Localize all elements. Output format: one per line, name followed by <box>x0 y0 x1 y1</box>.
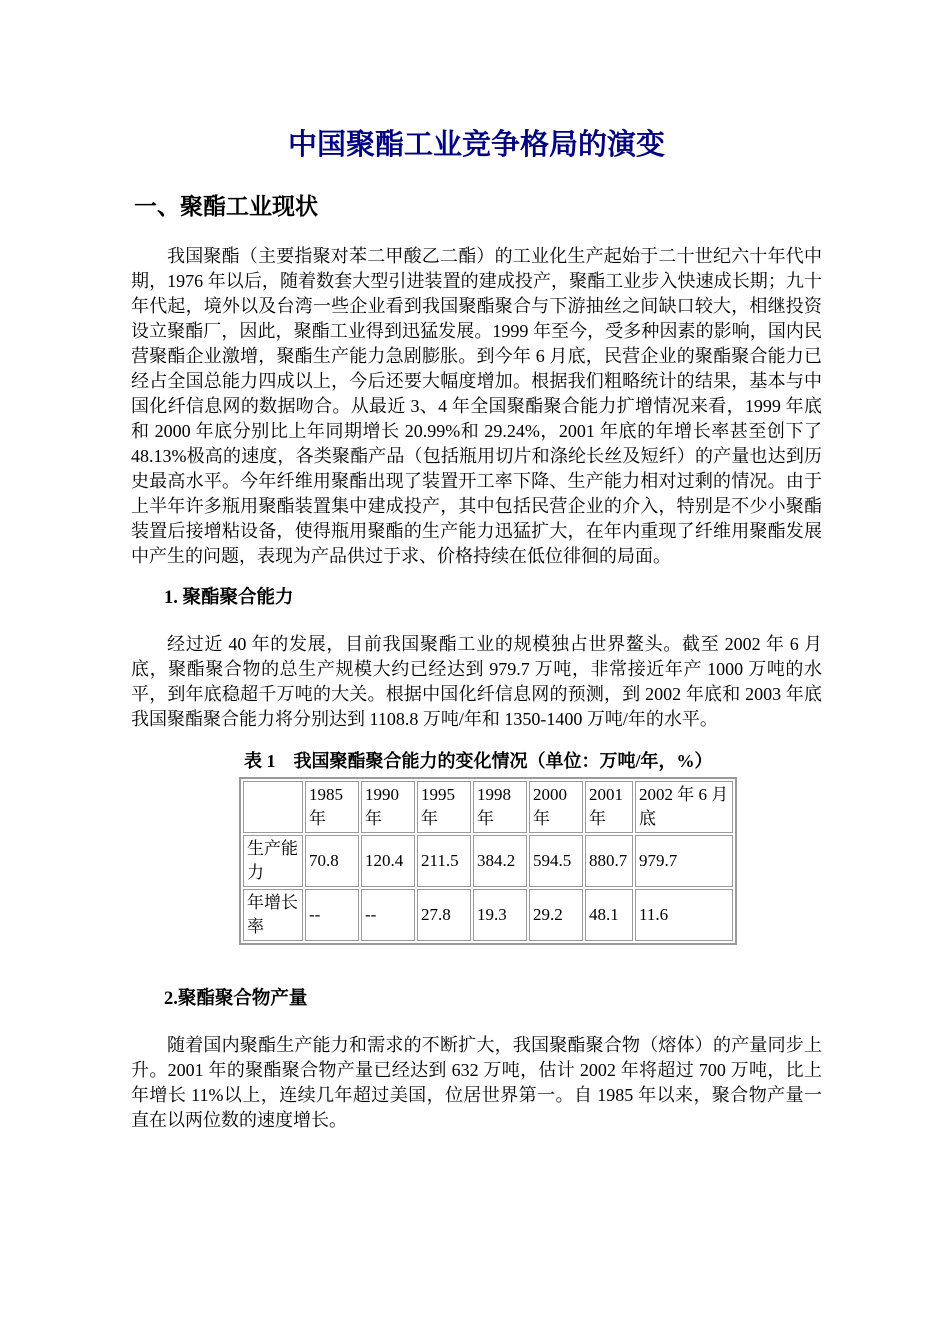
table-cell: 880.7 <box>585 835 633 887</box>
table-1-header-cell-1985: 1985 年 <box>305 781 359 833</box>
table-cell: 979.7 <box>635 835 733 887</box>
table-1-header-cell-1995: 1995 年 <box>417 781 471 833</box>
table-cell: 48.1 <box>585 889 633 941</box>
section-1-intro-paragraph: 我国聚酯（主要指聚对苯二甲酸乙二酯）的工业化生产起始于二十世纪六十年代中期，1976 年以后，随着数套大型引进装置的建成投产，聚酯工业步入快速成长期；九十年代起，境外以及台湾一些企业看到我国聚酯聚合与下游抽丝之间缺口较大，相继投资设立聚酯厂，因此，聚酯工业得到迅猛发展。1999 年至今，受多种因素的影响，国内民营聚酯企业激增，聚酯生产能力急剧膨胀。到今年 6 月底，民营企业的聚酯聚合能力已经占全国总能力四成以上，今后还要大幅度增加。根据我们粗略统计的结果，基本与中国化纤信息网的数据吻合。从最近 3、4 年全国聚酯聚合能力扩增情况来看，1999 年底和 2000 年底分别比上年同期增长 20.99%和 29.24%，2001 年底的年增长率甚至创下了 48.13%极高的速度，各类聚酯产品（包括瓶用切片和涤纶长丝及短纤）的产量也达到历史最高水平。今年纤维用聚酯出现了装置开工率下降、生产能力相对过剩的情况。由于上半年许多瓶用聚酯装置集中建成投产，其中包括民营企业的介入，特别是不少小聚酯装置后接增粘设备，使得瓶用聚酯的生产能力迅猛扩大，在年内重现了纤维用聚酯发展中产生的问题，表现为产品供过于求、价格持续在低位徘徊的局面。 <box>131 246 822 566</box>
table-cell: 594.5 <box>529 835 583 887</box>
table-1-row-capacity <box>243 835 733 887</box>
table-1-header-cell-2001: 2001 年 <box>585 781 633 833</box>
table-cell: -- <box>361 889 415 941</box>
table-cell: 120.4 <box>361 835 415 887</box>
subsection-1-heading: 1. 聚酯聚合能力 <box>164 588 294 608</box>
table-cell: 211.5 <box>417 835 471 887</box>
table-1 <box>239 777 737 945</box>
subsection-2-heading: 2.聚酯聚合物产量 <box>164 989 308 1009</box>
table-1-row-growth-rate <box>243 889 733 941</box>
table-1-header-cell-2002: 2002 年 6 月底 <box>635 781 733 833</box>
table-cell: 11.6 <box>635 889 733 941</box>
table-1-row-growth-rate-label: 年增长率 <box>243 889 303 941</box>
table-cell: 29.2 <box>529 889 583 941</box>
subsection-2-paragraph: 随着国内聚酯生产能力和需求的不断扩大，我国聚酯聚合物（熔体）的产量同步上升。2001 年的聚酯聚合物产量已经达到 632 万吨，估计 2002 年将超过 700 万吨，比上年增长 11%以上，连续几年超过美国，位居世界第一。自 1985 年以来，聚合物产量一直在以两位数的速度增长。 <box>131 1035 822 1130</box>
table-cell: -- <box>305 889 359 941</box>
table-1-header-cell-blank <box>243 781 303 833</box>
table-1-row-capacity-label: 生产能力 <box>243 835 303 887</box>
table-cell: 27.8 <box>417 889 471 941</box>
document-title: 中国聚酯工业竞争格局的演变 <box>287 129 665 161</box>
table-cell: 70.8 <box>305 835 359 887</box>
table-1-header-row <box>243 781 733 833</box>
table-cell: 384.2 <box>473 835 527 887</box>
table-1-header-cell-1990: 1990 年 <box>361 781 415 833</box>
table-1-header-cell-2000: 2000 年 <box>529 781 583 833</box>
table-1-header-cell-1998: 1998 年 <box>473 781 527 833</box>
table-cell: 19.3 <box>473 889 527 941</box>
table-1-caption: 表 1 我国聚酯聚合能力的变化情况（单位：万吨/年，%） <box>244 751 713 771</box>
subsection-1-paragraph: 经过近 40 年的发展，目前我国聚酯工业的规模独占世界鳌头。截至 2002 年 6 月底，聚酯聚合物的总生产规模大约已经达到 979.7 万吨，非常接近年产 1000 万吨的水平，到年底稳超千万吨的大关。根据中国化纤信息网的预测，到 2002 年底和 2003 年底我国聚酯聚合能力将分别达到 1108.8 万吨/年和 1350-1400 万吨/年的水平。 <box>131 634 822 729</box>
section-1-heading: 一、聚酯工业现状 <box>134 194 318 219</box>
